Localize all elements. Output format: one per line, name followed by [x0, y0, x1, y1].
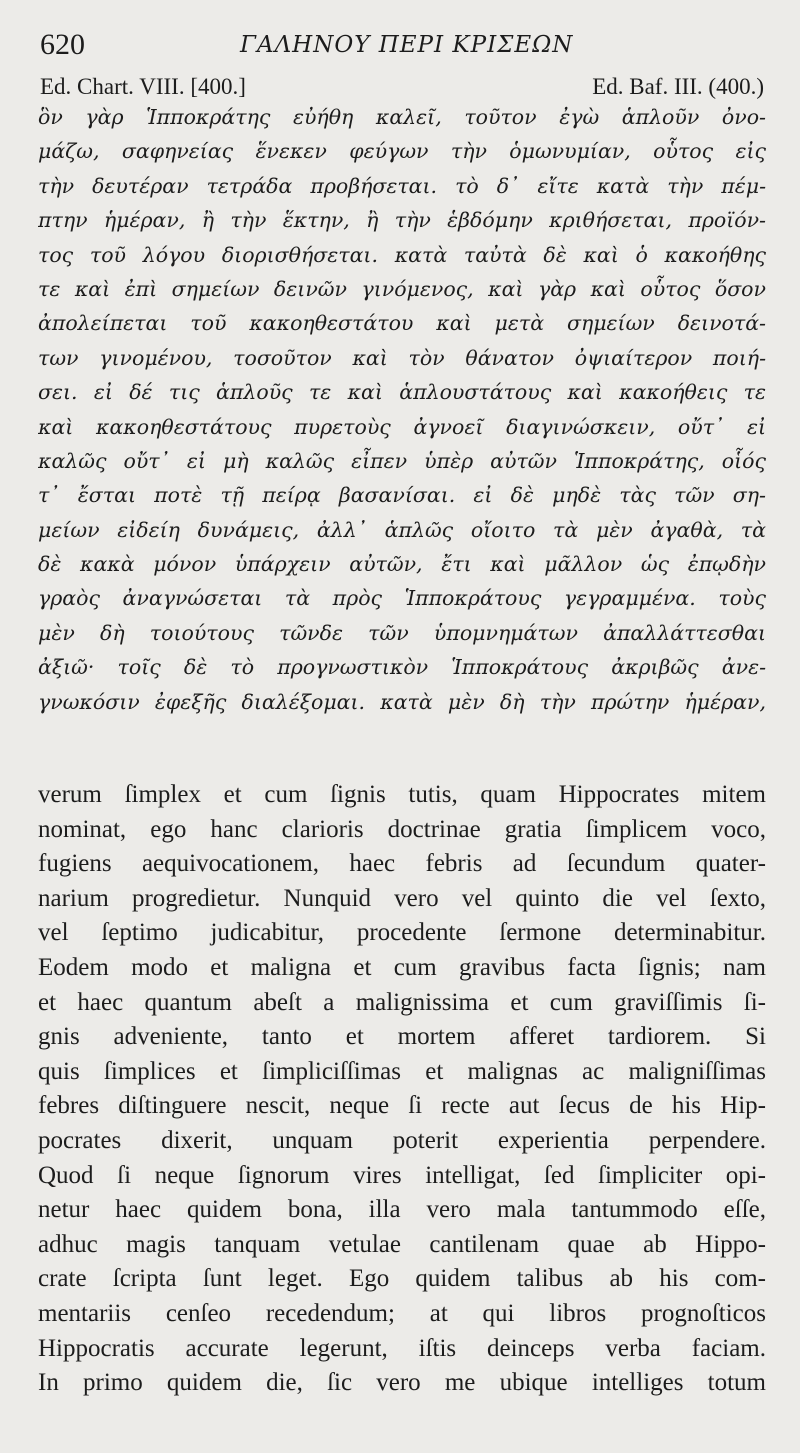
- latin-line: fugiens aequivocationem, haec febris ad ſecundum quater-: [38, 850, 766, 878]
- latin-line: verum ſimplex et cum ſignis tutis, quam Hippocrates mitem: [38, 781, 766, 808]
- greek-line: τ᾽ ἔσται ποτὲ τῇ πείρᾳ βασανίσαι. εἰ δὲ μηδὲ τὰς τῶν ση-: [38, 483, 766, 508]
- greek-line: τος τοῦ λόγου διορισθήσεται. κατὰ ταὐτὰ δὲ καὶ ὁ κακοήθης: [38, 242, 766, 267]
- greek-line: μείων εἰδείη δυνάμεις, ἀλλ᾽ ἁπλῶς οἴοιτο τὰ μὲν ἀγαθὰ, τὰ: [38, 517, 766, 542]
- greek-line: τε καὶ ἐπὶ σημείων δεινῶν γινόμενος, καὶ γὰρ καὶ οὗτος ὅσον: [38, 276, 766, 301]
- running-title: ΓΑΛΗΝΟΥ ΠΕΡΙ ΚΡΙΣΕΩΝ: [240, 32, 574, 58]
- greek-line: ἀξιῶ· τοῖς δὲ τὸ προγνωστικὸν Ἱπποκράτους ἀκριβῶς ἀνε-: [38, 655, 766, 680]
- greek-line: ἀπολείπεται τοῦ κακοηθεστάτου καὶ μετὰ σημείων δεινοτά-: [38, 311, 766, 336]
- latin-line: mentariis cenſeo recedendum; at qui libros prognoſticos: [38, 1299, 766, 1327]
- latin-line: Hippocratis accurate legerunt, iſtis deinceps verba faciam.: [38, 1334, 766, 1362]
- edition-basel-reference: Ed. Baf. III. (400.): [592, 74, 764, 99]
- greek-text-block: [38, 100, 766, 719]
- running-head: [40, 28, 762, 64]
- greek-line: ὃν γὰρ Ἱπποκράτης εὐήθη καλεῖ, τοῦτον ἐγὼ ἁπλοῦν ὀνο-: [38, 105, 766, 129]
- greek-line: των γινομένου, τοσοῦτον καὶ τὸν θάνατον ὀψιαίτερον ποιή-: [38, 345, 766, 370]
- latin-line: netur haec quidem bona, illa vero mala tantummodo eſſe,: [38, 1196, 766, 1224]
- latin-translation-block: [38, 778, 766, 1401]
- greek-line: καλῶς οὔτ᾽ εἰ μὴ καλῶς εἶπεν ὑπὲρ αὐτῶν Ἱπποκράτης, οἷός: [38, 448, 766, 473]
- latin-line: adhuc magis tanquam vetulae cantilenam quae ab Hippo-: [38, 1230, 766, 1258]
- greek-line: μάζω, σαφηνείας ἕνεκεν φεύγων τὴν ὁμωνυμίαν, οὗτος εἰς: [38, 139, 766, 164]
- greek-line: σει. εἰ δέ τις ἁπλοῦς τε καὶ ἁπλουστάτους καὶ κακοήθεις τε: [38, 380, 766, 405]
- latin-line: nominat, ego hanc clarioris doctrinae gratia ſimplicem voco,: [38, 815, 766, 843]
- latin-line: In primo quidem die, ſic vero me ubique intelliges totum: [38, 1369, 766, 1397]
- latin-line: Eodem modo et maligna et cum gravibus facta ſignis; nam: [38, 953, 766, 981]
- greek-line: δὲ κακὰ μόνον ὑπάρχειν αὐτῶν, ἔτι καὶ μᾶλλον ὡς ἐπῳδὴν: [38, 552, 766, 577]
- greek-line: τὴν δευτέραν τετράδα προβήσεται. τὸ δ᾽ εἴτε κατὰ τὴν πέμ-: [38, 173, 766, 198]
- latin-line: narium progredietur. Nunquid vero vel quinto die vel ſexto,: [38, 884, 766, 912]
- edition-chartier-reference: Ed. Chart. VIII. [400.]: [40, 74, 246, 99]
- latin-line: crate ſcripta ſunt leget. Ego quidem talibus ab his com-: [38, 1265, 766, 1293]
- greek-line: μὲν δὴ τοιούτους τῶνδε τῶν ὑπομνημάτων ἀπαλλάττεσθαι: [38, 620, 766, 645]
- latin-line: quis ſimplices et ſimpliciſſimas et malignas ac maligniſſimas: [38, 1057, 766, 1085]
- latin-line: vel ſeptimo judicabitur, procedente ſermone determinabitur.: [38, 919, 766, 947]
- latin-line: et haec quantum abeſt a malignissima et cum graviſſimis ſi-: [38, 988, 766, 1016]
- latin-line: gnis adveniente, tanto et mortem afferet tardiorem. Si: [38, 1023, 766, 1051]
- page-number: 620: [40, 28, 85, 61]
- greek-line: γραὸς ἀναγνώσεται τὰ πρὸς Ἱπποκράτους γεγραμμένα. τοὺς: [38, 586, 766, 611]
- latin-line: Quod ſi neque ſignorum vires intelligat, ſed ſimpliciter opi-: [38, 1161, 766, 1189]
- latin-line: febres diſtinguere nescit, neque ſi recte aut ſecus de his Hip-: [38, 1092, 766, 1120]
- greek-line: γνωκόσιν ἐφεξῆς διαλέξομαι. κατὰ μὲν δὴ τὴν πρώτην ἡμέραν,: [38, 689, 766, 714]
- latin-line: pocrates dixerit, unquam poterit experientia perpendere.: [38, 1126, 766, 1154]
- greek-line: πτην ἡμέραν, ἢ τὴν ἕκτην, ἢ τὴν ἑβδόμην κριθήσεται, προϊόν-: [38, 208, 766, 233]
- greek-line: καὶ κακοηθεστάτους πυρετοὺς ἀγνοεῖ διαγινώσκειν, οὔτ᾽ εἰ: [38, 414, 766, 439]
